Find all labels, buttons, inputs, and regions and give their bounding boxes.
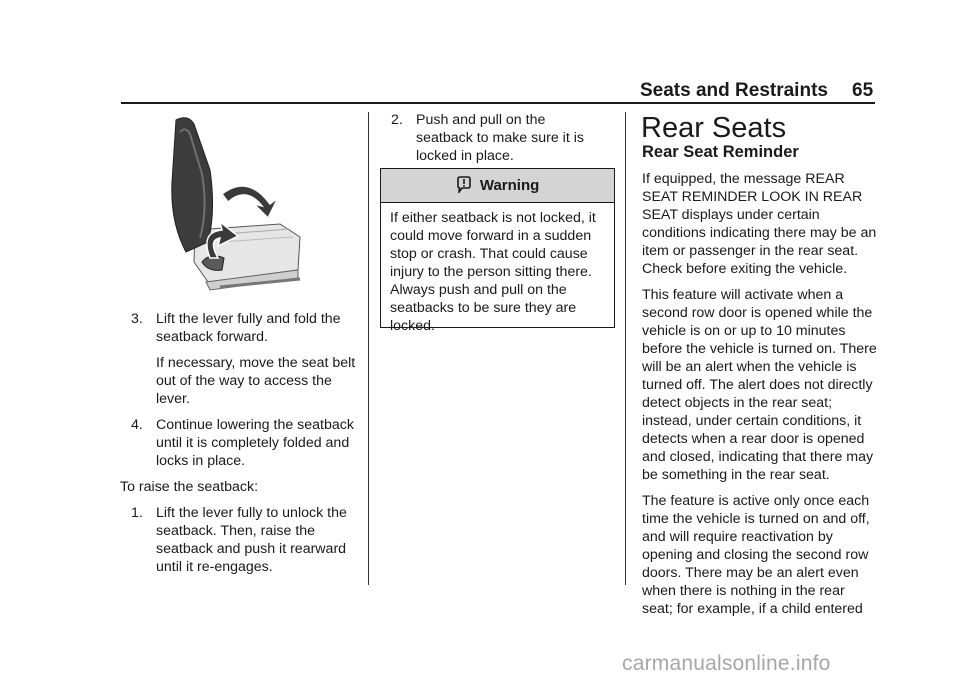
warning-header bbox=[381, 169, 614, 203]
warning-box bbox=[380, 168, 615, 334]
column-divider-left bbox=[368, 112, 369, 585]
step-3 bbox=[124, 310, 362, 346]
step-text: Lift the lever fully to unlock the seatback. Then, raise the seatback and push it rearward until it re-engages. bbox=[156, 505, 347, 575]
paragraph: This feature will activate when a second row door is opened while the vehicle is on or up to 10 minutes before the vehicle is turned on. There will be an alert when the vehicle is turned off. The alert does not directly detect objects in the rear seat; instead, under certain conditions, it detects when a rear door is opened and closed, indicating that there may be something in the rear seat. bbox=[642, 287, 877, 483]
warning-title: Warning bbox=[479, 177, 540, 194]
step-text: Push and pull on the seatback to make sure it is locked in place. bbox=[416, 112, 584, 164]
raise-step-1 bbox=[124, 504, 362, 576]
seat-fold-illustration bbox=[150, 112, 310, 298]
header-rule bbox=[121, 102, 875, 104]
rear-seat-reminder-heading: Rear Seat Reminder bbox=[642, 143, 799, 161]
step-text: Continue lowering the seatback until it is completely folded and locks in place. bbox=[156, 417, 354, 469]
step-2 bbox=[384, 111, 606, 165]
step-number: 3. bbox=[131, 311, 143, 327]
warning-icon bbox=[456, 176, 472, 193]
watermark: carmanualsonline.info bbox=[622, 652, 831, 675]
step-number: 2. bbox=[391, 112, 403, 128]
paragraph: If equipped, the message REAR SEAT REMINDER LOOK IN REAR SEAT displays under certain conditions indicating there may be an item or passenger in the rear seat. Check before exiting the vehicle. bbox=[642, 171, 877, 277]
section-title: Seats and Restraints bbox=[640, 80, 828, 101]
middle-column bbox=[384, 111, 606, 165]
warning-body: If either seatback is not locked, it could move forward in a sudden stop or crash. That could cause injury to the person sitting there. Always push and pull on the seatbacks to be sure they are locked. bbox=[390, 210, 596, 334]
rear-seats-heading: Rear Seats bbox=[641, 112, 787, 144]
step-number: 1. bbox=[131, 505, 143, 521]
page-number: 65 bbox=[852, 80, 874, 101]
step-3-note: If necessary, move the seat belt out of the way to access the lever. bbox=[156, 355, 356, 407]
step-text: Lift the lever fully and fold the seatback forward. bbox=[156, 311, 341, 345]
column-divider-right bbox=[625, 112, 626, 585]
left-column bbox=[120, 310, 362, 576]
step-number: 4. bbox=[131, 417, 143, 433]
paragraph: The feature is active only once each time the vehicle is turned on and off, and will require reactivation by opening and closing the second row doors. There may be an alert even when there is nothing in the rear seat; for example, if a child entered bbox=[642, 493, 870, 617]
raise-intro: To raise the seatback: bbox=[120, 479, 259, 495]
right-column bbox=[642, 170, 878, 618]
step-4 bbox=[124, 416, 362, 470]
